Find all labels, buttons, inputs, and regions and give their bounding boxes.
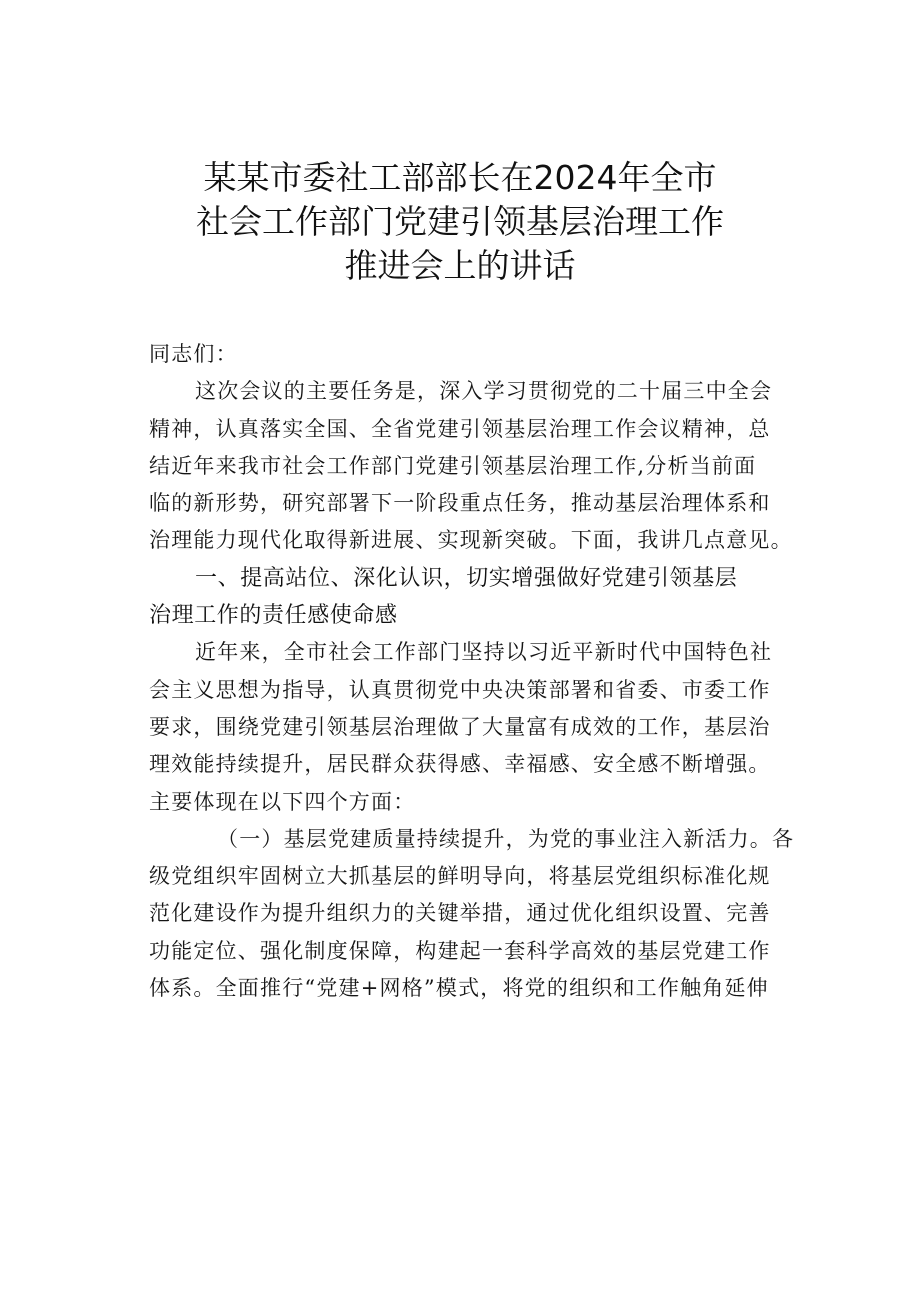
salutation: 同志们： xyxy=(149,342,238,366)
paragraph-2-line-5: 主要体现在以下四个方面： xyxy=(149,789,416,814)
section-heading-1-line-1: 一、提高站位、深化认识，切实增强做好党建引领基层 xyxy=(195,565,738,591)
paragraph-1-line-4: 临的新形势，研究部署下一阶段重点任务，推动基层治理体系和 xyxy=(149,491,771,516)
paragraph-3-line-5: 体系。全面推行“党建+网格”模式，将党的组织和工作触角延伸 xyxy=(149,976,769,1001)
title-line-3: 推进会上的讲话 xyxy=(344,246,576,285)
paragraph-1-line-2: 精神，认真落实全国、全省党建引领基层治理工作会议精神，总 xyxy=(149,416,771,441)
section-heading-1-line-2: 治理工作的责任感使命感 xyxy=(149,603,398,629)
paragraph-1-line-1: 这次会议的主要任务是，深入学习贯彻党的二十届三中全会 xyxy=(195,379,773,404)
title-line-1: 某某市委社工部部长在2024年全市 xyxy=(203,158,717,197)
document-title xyxy=(0,156,920,288)
title-line-2: 社会工作部门党建引领基层治理工作 xyxy=(196,202,724,241)
paragraph-1-line-3: 结近年来我市社会工作部门党建引领基层治理工作,分析当前面 xyxy=(149,453,757,478)
paragraph-2-line-3: 要求，围绕党建引领基层治理做了大量富有成效的工作，基层治 xyxy=(149,714,771,739)
paragraph-3-line-2: 级党组织牢固树立大抓基层的鲜明导向，将基层党组织标准化规 xyxy=(149,864,771,889)
paragraph-2-line-2: 会主义思想为指导，认真贯彻党中央决策部署和省委、市委工作 xyxy=(149,677,771,702)
paragraph-3-line-4: 功能定位、强化制度保障，构建起一套科学高效的基层党建工作 xyxy=(149,938,771,963)
paragraph-2-line-4: 理效能持续提升，居民群众获得感、幸福感、安全感不断增强。 xyxy=(149,752,771,777)
paragraph-3-line-1: （一）基层党建质量持续提升，为党的事业注入新活力。各 xyxy=(217,826,795,851)
paragraph-3-line-3: 范化建设作为提升组织力的关键举措，通过优化组织设置、完善 xyxy=(149,901,771,926)
paragraph-2-line-1: 近年来，全市社会工作部门坚持以习近平新时代中国特色社 xyxy=(195,640,773,665)
document-body xyxy=(149,336,799,1007)
paragraph-1-line-5: 治理能力现代化取得新进展、实现新突破。下面，我讲几点意见。 xyxy=(149,528,793,553)
